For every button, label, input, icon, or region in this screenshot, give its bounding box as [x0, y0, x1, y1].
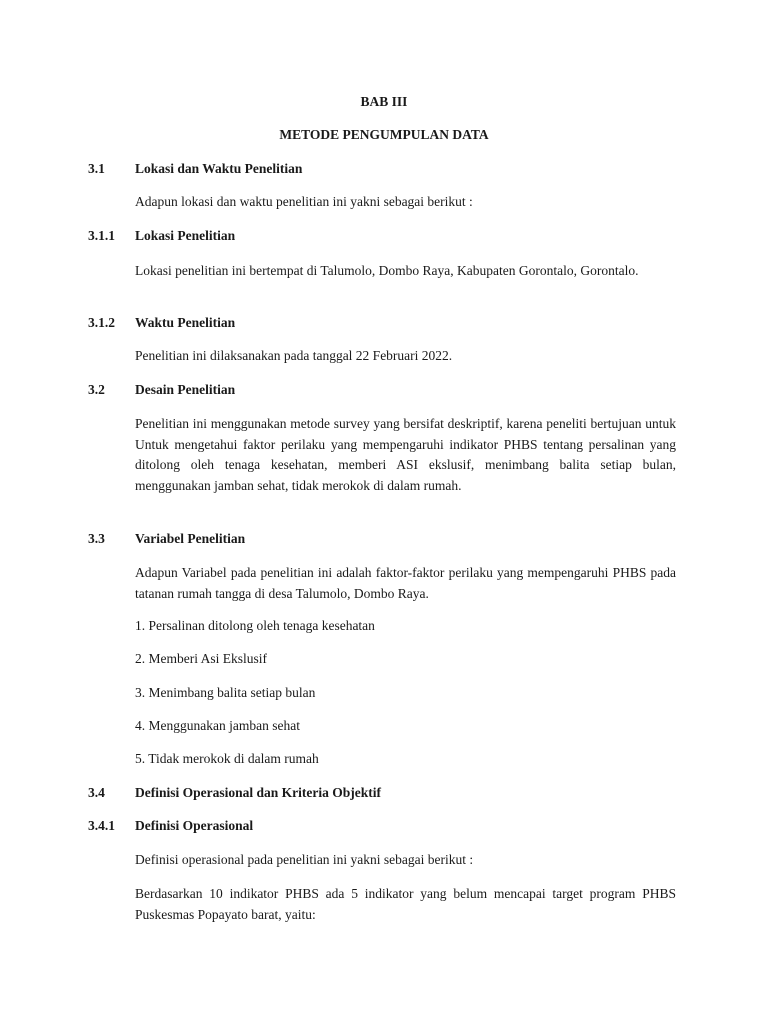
section-number: 3.1.1	[88, 228, 115, 243]
paragraph: Penelitian ini dilaksanakan pada tanggal 22 Februari 2022.	[135, 348, 453, 363]
paragraph: Berdasarkan 10 indikator PHBS ada 5 indikator yang belum mencapai target program PHBS Puskesmas Popayato barat, yaitu:	[135, 886, 676, 922]
section-number: 3.1.2	[88, 315, 115, 330]
section-heading: Definisi Operasional dan Kriteria Objektif	[135, 785, 381, 800]
section-number: 3.4	[88, 785, 105, 800]
section-number: 3.2	[88, 382, 105, 397]
section-heading: Definisi Operasional	[135, 818, 254, 833]
list-item: 2. Memberi Asi Ekslusif	[135, 651, 267, 666]
section-number: 3.3	[88, 531, 105, 546]
section-number: 3.4.1	[88, 818, 115, 833]
list-item: 4. Menggunakan jamban sehat	[135, 718, 300, 733]
section-heading: Waktu Penelitian	[135, 315, 236, 330]
section-heading: Variabel Penelitian	[135, 531, 246, 546]
paragraph: Penelitian ini menggunakan metode survey yang bersifat deskriptif, karena peneliti bertujuan untuk Untuk mengetahui faktor perilaku yang mempengaruhi indikator PHBS tentang persalinan yang ditolong oleh tenaga kesehatan, memberi ASI ekslusif, menimbang balita setiap bulan, menggunakan jamban sehat, tidak merokok di dalam rumah.	[135, 416, 676, 493]
list-item: 1. Persalinan ditolong oleh tenaga kesehatan	[135, 618, 375, 633]
chapter-subtitle: METODE PENGUMPULAN DATA	[279, 127, 489, 142]
paragraph: Lokasi penelitian ini bertempat di Talumolo, Dombo Raya, Kabupaten Gorontalo, Gorontalo.	[135, 263, 639, 278]
section-heading: Lokasi dan Waktu Penelitian	[135, 161, 303, 176]
paragraph: Adapun lokasi dan waktu penelitian ini yakni sebagai berikut :	[135, 194, 473, 209]
paragraph: Definisi operasional pada penelitian ini yakni sebagai berikut :	[135, 852, 474, 867]
list-item: 3. Menimbang balita setiap bulan	[135, 685, 316, 700]
section-number: 3.1	[88, 161, 105, 176]
section-heading: Desain Penelitian	[135, 382, 236, 397]
paragraph: Adapun Variabel pada penelitian ini adalah faktor-faktor perilaku yang mempengaruhi PHBS pada tatanan rumah tangga di desa Talumolo, Dombo Raya.	[135, 565, 676, 601]
section-heading: Lokasi Penelitian	[135, 228, 236, 243]
chapter-title: BAB III	[360, 94, 408, 109]
list-item: 5. Tidak merokok di dalam rumah	[135, 751, 319, 766]
